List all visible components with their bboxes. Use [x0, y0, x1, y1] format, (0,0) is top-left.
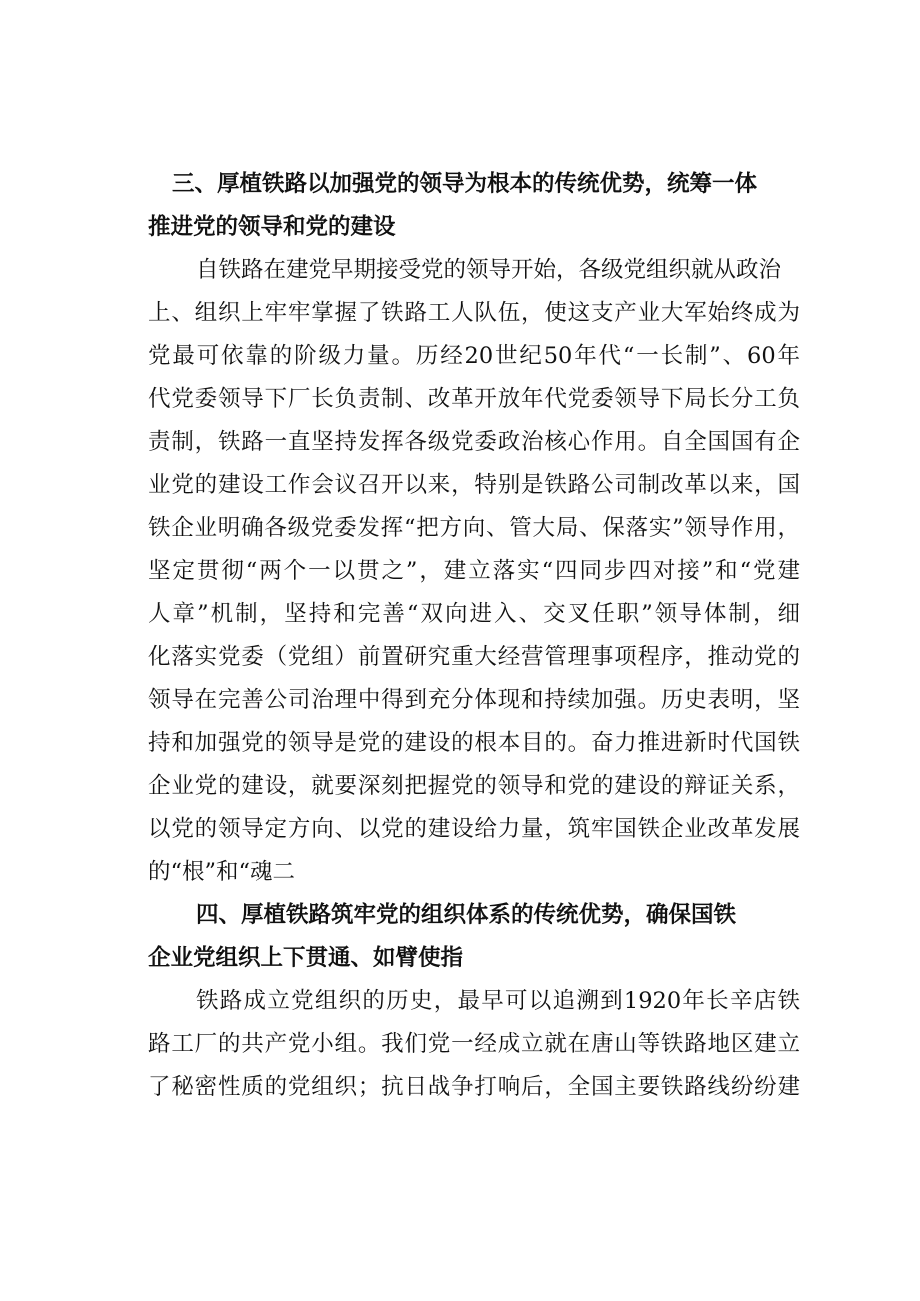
section-3-paragraph-line: 人章”机制，坚持和完善“双向进入、交叉任职”领导体制，细 — [148, 601, 800, 627]
section-3-heading-line-1: 三、厚植铁路以加强党的领导为根本的传统优势，统筹一体 — [172, 171, 758, 197]
section-3-paragraph-line: 业党的建设工作会议召开以来，特别是铁路公司制改革以来，国 — [148, 472, 800, 498]
section-3-paragraph-line: 坚定贯彻“两个一以贯之”，建立落实“四同步四对接”和“党建 — [148, 558, 800, 584]
section-3-paragraph-line: 责制，铁路一直坚持发挥各级党委政治核心作用。自全国国有企 — [148, 429, 800, 455]
section-3-heading-line-2: 推进党的领导和党的建设 — [148, 214, 396, 240]
section-3-paragraph-line: 上、组织上牢牢掌握了铁路工人队伍，使这支产业大军始终成为 — [148, 300, 800, 326]
section-3-paragraph-line: 持和加强党的领导是党的建设的根本目的。奋力推进新时代国铁 — [148, 730, 800, 756]
section-3-paragraph-line: 的“根”和“魂二 — [148, 859, 296, 885]
section-3-paragraph-line: 铁企业明确各级党委发挥“把方向、管大局、保落实”领导作用， — [148, 515, 800, 541]
section-4-heading-line-2: 企业党组织上下贯通、如臂使指 — [148, 945, 464, 971]
section-4-paragraph-line: 了秘密性质的党组织；抗日战争打响后，全国主要铁路线纷纷建 — [148, 1074, 800, 1100]
section-4-heading-line-1: 四、厚植铁路筑牢党的组织体系的传统优势，确保国铁 — [196, 902, 737, 928]
section-3-paragraph-line: 企业党的建设，就要深刻把握党的领导和党的建设的辩证关系， — [148, 773, 800, 799]
section-4-paragraph-line: 铁路成立党组织的历史，最早可以追溯到1920年长辛店铁 — [196, 988, 800, 1014]
section-3-paragraph-line: 以党的领导定方向、以党的建设给力量，筑牢国铁企业改革发展 — [148, 816, 800, 842]
section-4-paragraph-line: 路工厂的共产党小组。我们党一经成立就在唐山等铁路地区建立 — [148, 1031, 800, 1057]
section-3-paragraph-line: 党最可依靠的阶级力量。历经20世纪50年代“一长制”、60年 — [148, 343, 800, 369]
section-3-paragraph-line: 化落实党委（党组）前置研究重大经营管理事项程序，推动党的 — [148, 644, 800, 670]
section-3-paragraph-line: 自铁路在建党早期接受党的领导开始，各级党组织就从政治 — [196, 257, 782, 283]
section-3-paragraph-line: 代党委领导下厂长负责制、改革开放年代党委领导下局长分工负 — [148, 386, 800, 412]
section-3-paragraph-line: 领导在完善公司治理中得到充分体现和持续加强。历史表明，坚 — [148, 687, 800, 713]
